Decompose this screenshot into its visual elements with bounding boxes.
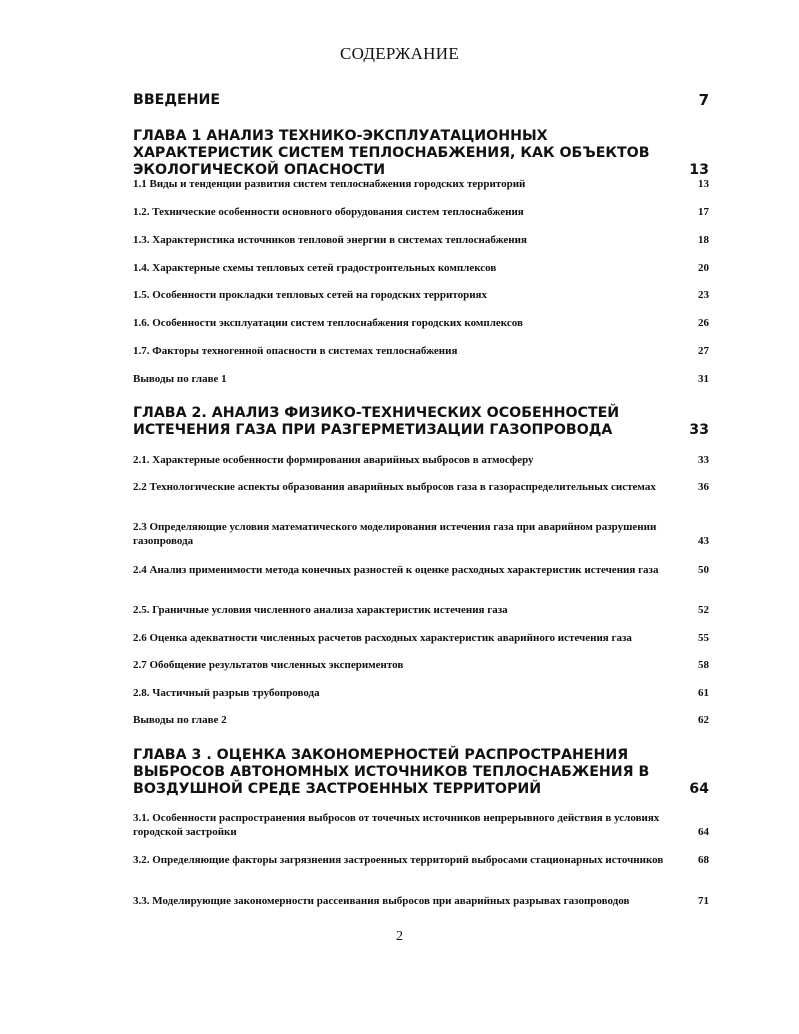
toc-item-page: 27 (698, 345, 709, 357)
toc-item (133, 853, 709, 867)
toc-item-label: 2.6 Оценка адекватности численных расчетов расходных характеристик аварийного истечения газа (133, 632, 632, 644)
toc-item (133, 288, 709, 302)
toc-item (133, 658, 709, 672)
toc-item-label: Выводы по главе 2 (133, 714, 227, 726)
toc-item-label: 3.1. Особенности распространения выбросов от точечных источников непрерывного действия в условиях городской застройки (133, 812, 660, 838)
toc-item-label: 3.3. Моделирующие закономерности рассеивания выбросов при аварийных разрывах газопроводов (133, 895, 630, 907)
toc-item (133, 205, 709, 219)
toc-item-label: 1.4. Характерные схемы тепловых сетей градостроительных комплексов (133, 262, 497, 274)
toc-item-label: 2.5. Граничные условия численного анализа характеристик истечения газа (133, 604, 508, 616)
toc-chapter-3 (133, 747, 709, 798)
toc-intro-page: 7 (698, 91, 709, 109)
toc-item (133, 631, 709, 645)
toc-item-page: 55 (698, 632, 709, 644)
toc-chapter-1 (133, 128, 709, 179)
toc-item-label: 1.3. Характеристика источников тепловой энергии в системах теплоснабжения (133, 234, 527, 246)
toc-item-label: 3.2. Определяющие факторы загрязнения застроенных территорий выбросами стационарных источников (133, 854, 664, 866)
page-title: СОДЕРЖАНИЕ (339, 44, 460, 63)
toc-item (133, 233, 709, 247)
page-number: 2 (396, 929, 403, 944)
toc-item-label: 1.6. Особенности эксплуатации систем теплоснабжения городских комплексов (133, 317, 523, 329)
toc-chapter-2-label: ГЛАВА 2. АНАЛИЗ ФИЗИКО-ТЕХНИЧЕСКИХ ОСОБЕННОСТЕЙ ИСТЕЧЕНИЯ ГАЗА ПРИ РАЗГЕРМЕТИЗАЦИИ ГАЗОПРОВОДА (133, 405, 620, 438)
toc-item (133, 894, 709, 908)
toc-item (133, 344, 709, 358)
toc-item-label: 1.7. Факторы техногенной опасности в системах теплоснабжения (133, 345, 458, 357)
toc-item (133, 686, 709, 700)
toc-intro (133, 92, 709, 109)
toc-item-page: 64 (698, 826, 709, 838)
toc-chapter-2 (133, 405, 709, 439)
toc-item-label: 1.5. Особенности прокладки тепловых сетей на городских территориях (133, 289, 488, 301)
toc-item-label: 2.7 Обобщение результатов численных экспериментов (133, 659, 404, 671)
toc-chapter-2-page: 33 (689, 422, 709, 438)
toc-item-page: 50 (698, 564, 709, 576)
toc-item (133, 713, 709, 727)
toc-item-label: 2.8. Частичный разрыв трубопровода (133, 687, 320, 699)
toc-item-page: 26 (698, 317, 709, 329)
toc-item-page: 71 (698, 895, 709, 907)
toc-item (133, 372, 709, 386)
toc-item-page: 31 (698, 373, 709, 385)
toc-intro-label: ВВЕДЕНИЕ (133, 92, 221, 108)
toc-item-label: Выводы по главе 1 (133, 373, 227, 385)
toc-item-page: 20 (698, 262, 709, 274)
toc-item (133, 480, 709, 494)
toc-item (133, 563, 709, 577)
toc-item-page: 23 (698, 289, 709, 301)
toc-item-label: 1.1 Виды и тенденции развития систем теплоснабжения городских территорий (133, 178, 526, 190)
toc-item-label: 2.4 Анализ применимости метода конечных разностей к оценке расходных характеристик истечения газа (133, 564, 659, 576)
toc-item (133, 177, 709, 191)
toc-item-page: 61 (698, 687, 709, 699)
toc-item (133, 453, 709, 467)
toc-item-label: 2.2 Технологические аспекты образования аварийных выбросов газа в газораспределительных системах (133, 481, 656, 493)
toc-item-page: 43 (698, 535, 709, 547)
toc-chapter-3-label: ГЛАВА 3 . ОЦЕНКА ЗАКОНОМЕРНОСТЕЙ РАСПРОСТРАНЕНИЯ ВЫБРОСОВ АВТОНОМНЫХ ИСТОЧНИКОВ ТЕПЛОСНАБЖЕНИЯ В ВОЗДУШНОЙ СРЕДЕ ЗАСТРОЕННЫХ ТЕРРИТОРИЙ (133, 747, 650, 797)
toc-chapter-3-page: 64 (689, 781, 709, 797)
toc-item-label: 2.3 Определяющие условия математического моделирования истечения газа при аварийном разрушении газопровода (133, 521, 657, 547)
toc-item (133, 316, 709, 330)
toc-item-page: 52 (698, 604, 709, 616)
toc-item-page: 58 (698, 659, 709, 671)
toc-item-page: 18 (698, 234, 709, 246)
toc-item-page: 36 (698, 481, 709, 493)
toc-chapter-1-page: 13 (689, 162, 709, 178)
toc-item-page: 13 (698, 178, 709, 190)
toc-item (133, 520, 709, 548)
toc-item-label: 1.2. Технические особенности основного оборудования систем теплоснабжения (133, 206, 524, 218)
toc-item-label: 2.1. Характерные особенности формирования аварийных выбросов в атмосферу (133, 454, 534, 466)
toc-chapter-1-label: ГЛАВА 1 АНАЛИЗ ТЕХНИКО-ЭКСПЛУАТАЦИОННЫХ ХАРАКТЕРИСТИК СИСТЕМ ТЕПЛОСНАБЖЕНИЯ, КАК ОБЪЕКТОВ ЭКОЛОГИЧЕСКОЙ ОПАСНОСТИ (133, 128, 650, 178)
toc-item (133, 261, 709, 275)
toc-item-page: 62 (698, 714, 709, 726)
toc-item (133, 811, 709, 839)
toc-item-page: 68 (698, 854, 709, 866)
toc-item (133, 603, 709, 617)
toc-item-page: 17 (698, 206, 709, 218)
toc-item-page: 33 (698, 454, 709, 466)
